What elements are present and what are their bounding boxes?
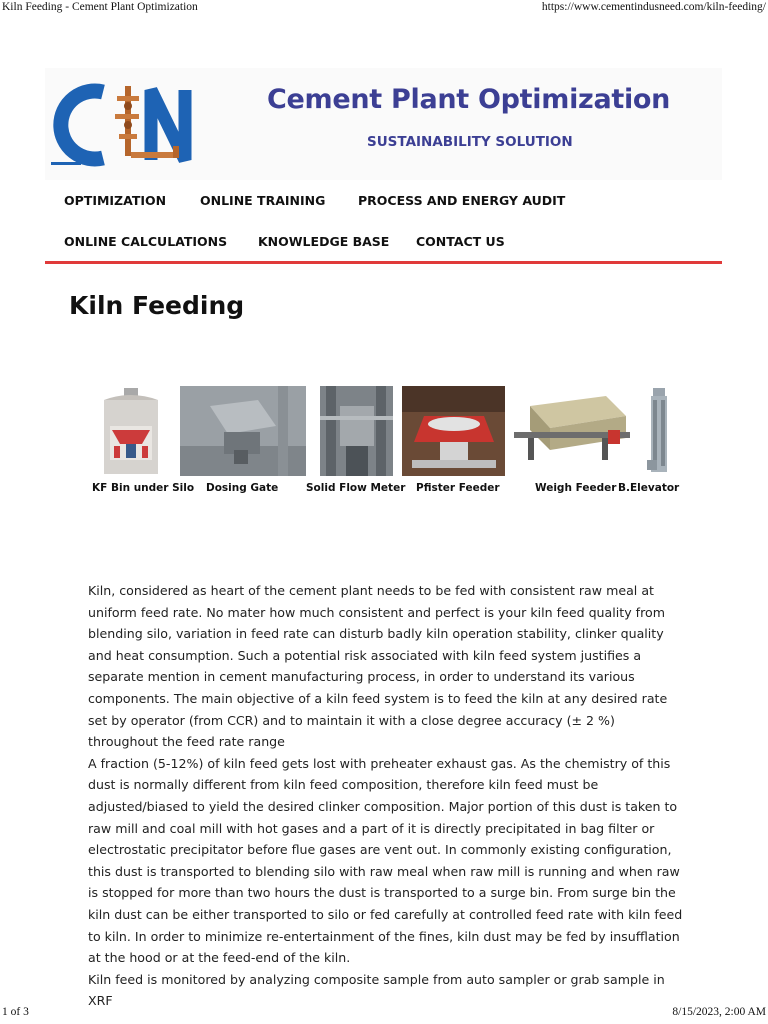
nav-contact-us[interactable]: CONTACT US — [416, 234, 505, 249]
weigh-feeder-image — [510, 386, 634, 476]
label-dosing-gate: Dosing Gate — [206, 482, 279, 494]
pfister-feeder-image — [402, 386, 505, 476]
nav-row-2 — [45, 228, 722, 258]
nav-knowledge-base[interactable]: KNOWLEDGE BASE — [258, 234, 390, 249]
label-kf-bin: KF Bin under Silo — [92, 482, 195, 494]
nav-divider — [45, 261, 722, 264]
site-subtitle: SUSTAINABILITY SOLUTION — [367, 134, 573, 150]
print-header — [0, 0, 768, 18]
bucket-elevator-image — [645, 386, 675, 476]
kf-bin-image — [100, 386, 162, 476]
label-solid-flow-meter: Solid Flow Meter — [306, 482, 406, 494]
print-url[interactable]: https://www.cementindusneed.com/kiln-feeding/ — [541, 1, 766, 13]
nav-row-1 — [45, 187, 722, 217]
print-footer — [0, 1004, 768, 1024]
article-paragraph: Kiln feed is monitored by analyzing composite sample from auto sampler or grab sample in XRF — [88, 971, 665, 1009]
label-bucket-elevator: B.Elevator — [618, 482, 680, 494]
main-nav — [45, 185, 722, 265]
dosing-gate-image — [180, 386, 306, 476]
nav-optimization[interactable]: OPTIMIZATION — [64, 193, 167, 208]
article-paragraph: Kiln, considered as heart of the cement plant needs to be fed with consistent raw meal at uniform feed rate. No mater how much consistent and perfect is your kiln feed quality from blending silo, variation in feed rate can disturb badly kiln operation stability, clinker quality and heat consumption. Such a potential risk associated with kiln feed system justifies a separate mention in cement manufacturing process, in order to understand its various components. The main objective of a kiln feed system is to feed the kiln at any desired rate set by operator (from CCR) and to maintain it with a close degree accuracy (± 2 %) throughout the feed rate range — [88, 583, 668, 750]
solid-flow-meter-image — [320, 386, 393, 476]
print-datetime: 8/15/2023, 2:00 AM — [672, 1006, 766, 1018]
site-header — [45, 68, 722, 180]
label-weigh-feeder: Weigh Feeder — [535, 482, 617, 494]
nav-process-energy-audit[interactable]: PROCESS AND ENERGY AUDIT — [358, 193, 566, 208]
print-page-number: 1 of 3 — [2, 1006, 29, 1018]
cin-logo[interactable] — [51, 78, 201, 168]
equipment-image-strip — [88, 382, 678, 502]
label-pfister-feeder: Pfister Feeder — [416, 482, 500, 494]
print-doc-title: Kiln Feeding - Cement Plant Optimization — [2, 1, 198, 13]
page-title: Kiln Feeding — [69, 291, 245, 320]
article-body — [88, 580, 688, 1012]
article-paragraph: A fraction (5-12%) of kiln feed gets lost with preheater exhaust gas. As the chemistry of this dust is normally different from kiln feed composition, therefore kiln feed must be adjusted/biased to yield the desired clinker composition. Major portion of this dust is taken to raw mill and coal mill with hot gases and a part of it is directly precipitated in bag filter or electrostatic precipitator before flue gases are vent out. In commonly existing configuration, this dust is transported to blending silo with raw meal when raw mill is running and when raw is stopped for more than two hours the dust is transported to a surge bin. From surge bin the kiln dust can be either transported to silo or fed carefully at controlled feed rate with kiln feed to kiln. In order to minimize re-entertainment of the fines, kiln dust may be fed by insufflation at the hood or at the feed-end of the kiln. — [88, 755, 683, 966]
nav-online-calculations[interactable]: ONLINE CALCULATIONS — [64, 234, 228, 249]
nav-online-training[interactable]: ONLINE TRAINING — [200, 193, 326, 208]
site-title[interactable]: Cement Plant Optimization — [267, 84, 671, 115]
